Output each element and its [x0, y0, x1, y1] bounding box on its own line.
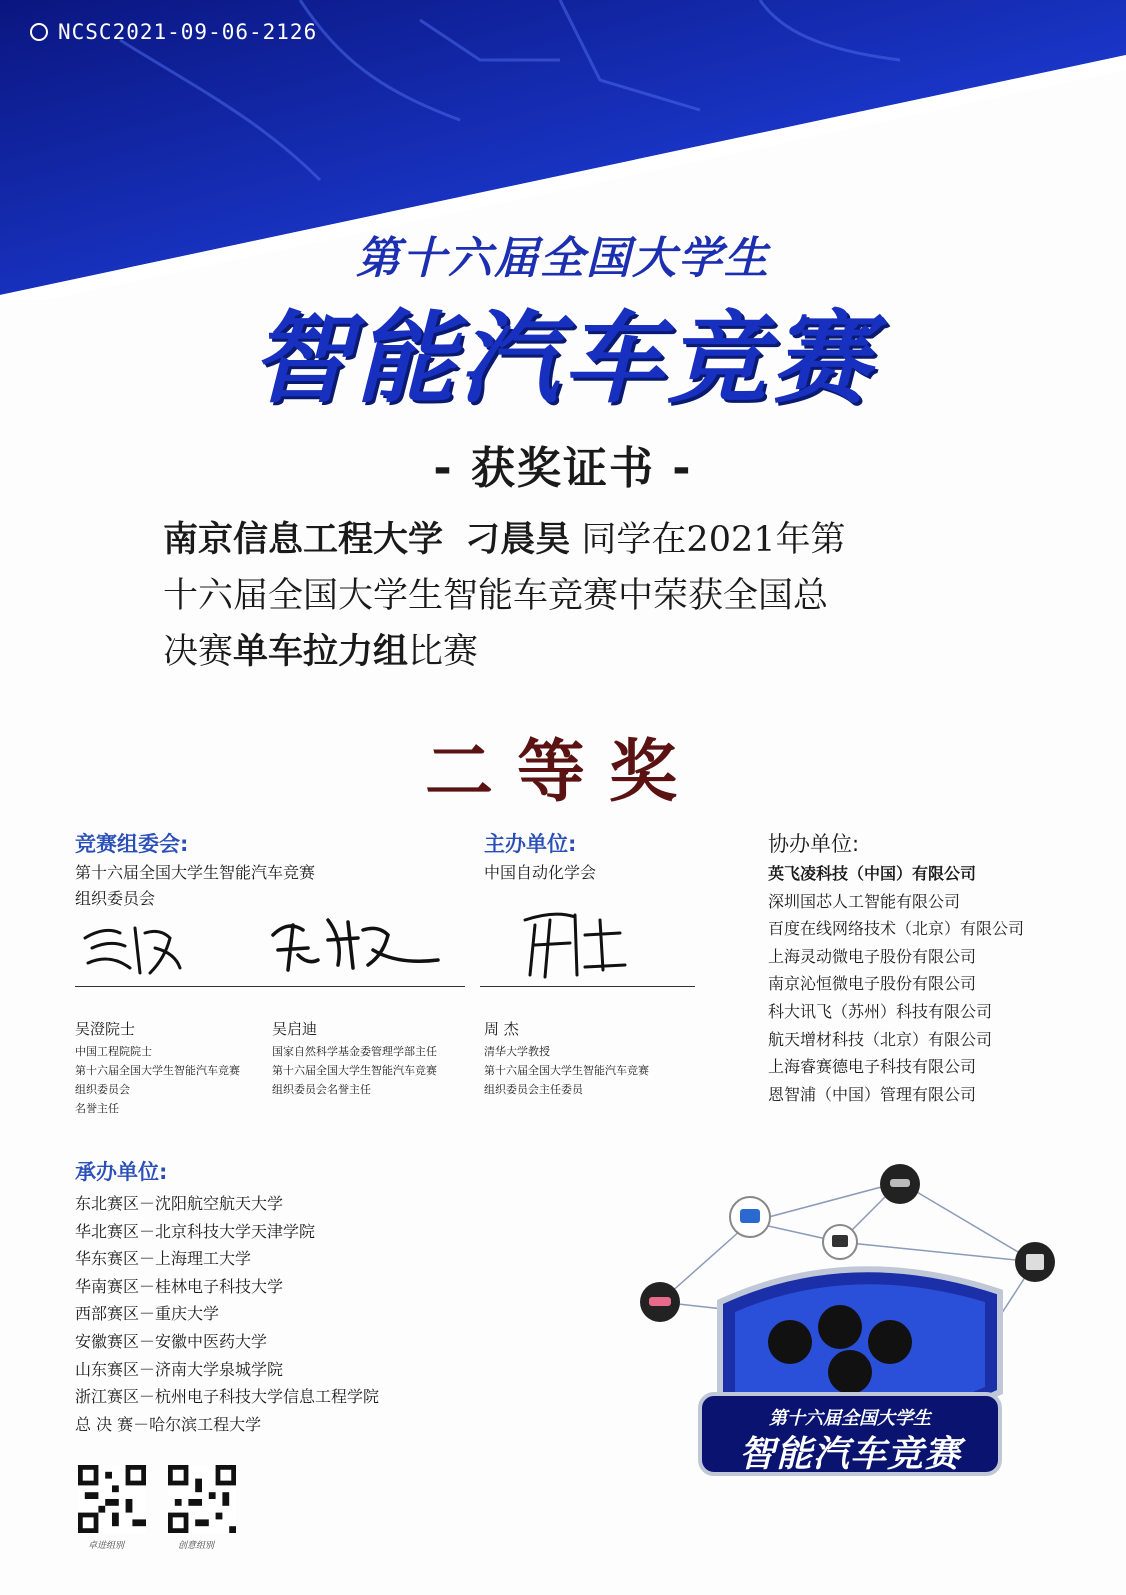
qr-caption-1: 卓进组别 — [88, 1541, 125, 1551]
co-organizer-item: 航天增材科技（北京）有限公司 — [768, 1029, 993, 1049]
host-item: 总 决 赛－哈尔滨工程大学 — [75, 1414, 262, 1434]
person-1-title-2: 第十六届全国大学生智能汽车竞赛 — [75, 1064, 240, 1077]
circle-icon — [30, 23, 48, 41]
signature-rule-committee — [75, 986, 465, 987]
person-wu-qidi — [272, 1016, 472, 1099]
hosts-list — [75, 1190, 495, 1438]
award-text-4: 比赛 — [408, 632, 479, 672]
co-organizer-item: 恩智浦（中国）管理有限公司 — [768, 1084, 977, 1104]
hosts-block — [75, 1156, 495, 1438]
organizer-block — [484, 828, 714, 886]
award-line-1 — [163, 512, 983, 568]
person-wu-cheng — [75, 1016, 265, 1118]
co-organizer-item: 南京沁恒微电子股份有限公司 — [768, 974, 977, 994]
qr-caption-2: 创意组别 — [178, 1541, 215, 1551]
student-name: 刁晨昊 — [465, 520, 571, 560]
award-text-1: 同学在2021年第 — [570, 520, 846, 560]
award-line-3 — [163, 624, 983, 680]
certificate-subtitle: - 获奖证书 - — [433, 443, 693, 494]
co-organizers-block — [768, 828, 1098, 1108]
co-organizer-item: 科大讯飞（苏州）科技有限公司 — [768, 1001, 993, 1021]
co-organizer-item: 上海睿赛德电子科技有限公司 — [768, 1057, 977, 1077]
signature-wu-cheng — [80, 918, 190, 980]
hosts-heading: 承办单位: — [75, 1160, 168, 1184]
badge-line-1: 第十六届全国大学生 — [769, 1408, 931, 1429]
competition-badge — [640, 1162, 1060, 1492]
school-name: 南京信息工程大学 — [163, 520, 444, 560]
person-3-title-3: 组织委员会主任委员 — [484, 1083, 583, 1096]
host-item: 安徽赛区－安徽中医药大学 — [75, 1331, 268, 1351]
qr-code-icon — [78, 1465, 146, 1533]
certificate-number — [30, 20, 317, 44]
certificate-number-text: NCSC2021-09-06-2126 — [58, 20, 318, 44]
host-item: 华北赛区－北京科技大学天津学院 — [75, 1221, 316, 1241]
co-organizer-item: 深圳国芯人工智能有限公司 — [768, 891, 961, 911]
award-statement — [163, 512, 983, 680]
person-2-title-1: 国家自然科学基金委管理学部主任 — [272, 1045, 437, 1058]
organizer-name: 中国自动化学会 — [484, 863, 597, 882]
co-organizers-list — [768, 860, 1098, 1108]
committee-block — [75, 828, 455, 912]
award-line-2: 十六届全国大学生智能车竞赛中荣获全国总 — [163, 576, 829, 616]
person-zhou-jie — [484, 1016, 694, 1099]
person-1-title-3: 组织委员会 — [75, 1083, 130, 1096]
award-category: 单车拉力组 — [233, 632, 409, 672]
person-1-title-4: 名誉主任 — [75, 1102, 119, 1115]
co-organizer-item: 英飞凌科技（中国）有限公司 — [768, 864, 977, 883]
person-2-name: 吴启迪 — [272, 1020, 318, 1038]
qr-code-icon — [168, 1465, 236, 1533]
co-organizer-item: 上海灵动微电子股份有限公司 — [768, 946, 977, 966]
award-text-3: 决赛 — [163, 632, 234, 672]
co-organizer-item: 百度在线网络技术（北京）有限公司 — [768, 919, 1025, 939]
host-item: 山东赛区－济南大学泉城学院 — [75, 1359, 284, 1379]
signature-wu-qidi — [268, 910, 448, 978]
signature-zhou-jie — [515, 905, 635, 983]
person-1-title-1: 中国工程院院士 — [75, 1045, 152, 1058]
competition-title-small: 第十六届全国大学生 — [356, 233, 770, 284]
badge-line-2: 智能汽车竞赛 — [738, 1434, 961, 1475]
person-3-title-1: 清华大学教授 — [484, 1045, 550, 1058]
co-organizers-heading: 协办单位: — [768, 832, 860, 856]
person-1-name: 吴澄院士 — [75, 1020, 136, 1038]
person-2-title-2: 第十六届全国大学生智能汽车竞赛 — [272, 1064, 437, 1077]
person-3-name: 周 杰 — [484, 1020, 519, 1038]
host-item: 华东赛区－上海理工大学 — [75, 1249, 252, 1269]
person-2-title-3: 组织委员会名誉主任 — [272, 1083, 371, 1096]
host-item: 浙江赛区－杭州电子科技大学信息工程学院 — [75, 1387, 380, 1407]
organizer-heading: 主办单位: — [484, 832, 577, 856]
competition-title-big: 智能汽车竞赛 — [251, 300, 875, 417]
prize-level: 二等奖 — [424, 732, 701, 812]
committee-heading: 竞赛组委会: — [75, 832, 189, 856]
host-item: 东北赛区－沈阳航空航天大学 — [75, 1194, 284, 1213]
person-3-title-2: 第十六届全国大学生智能汽车竞赛 — [484, 1064, 649, 1077]
committee-line-2: 组织委员会 — [75, 889, 156, 908]
signature-rule-organizer — [480, 986, 695, 987]
host-item: 西部赛区－重庆大学 — [75, 1304, 220, 1324]
host-item: 华南赛区－桂林电子科技大学 — [75, 1276, 284, 1296]
committee-line-1: 第十六届全国大学生智能汽车竞赛 — [75, 863, 316, 882]
